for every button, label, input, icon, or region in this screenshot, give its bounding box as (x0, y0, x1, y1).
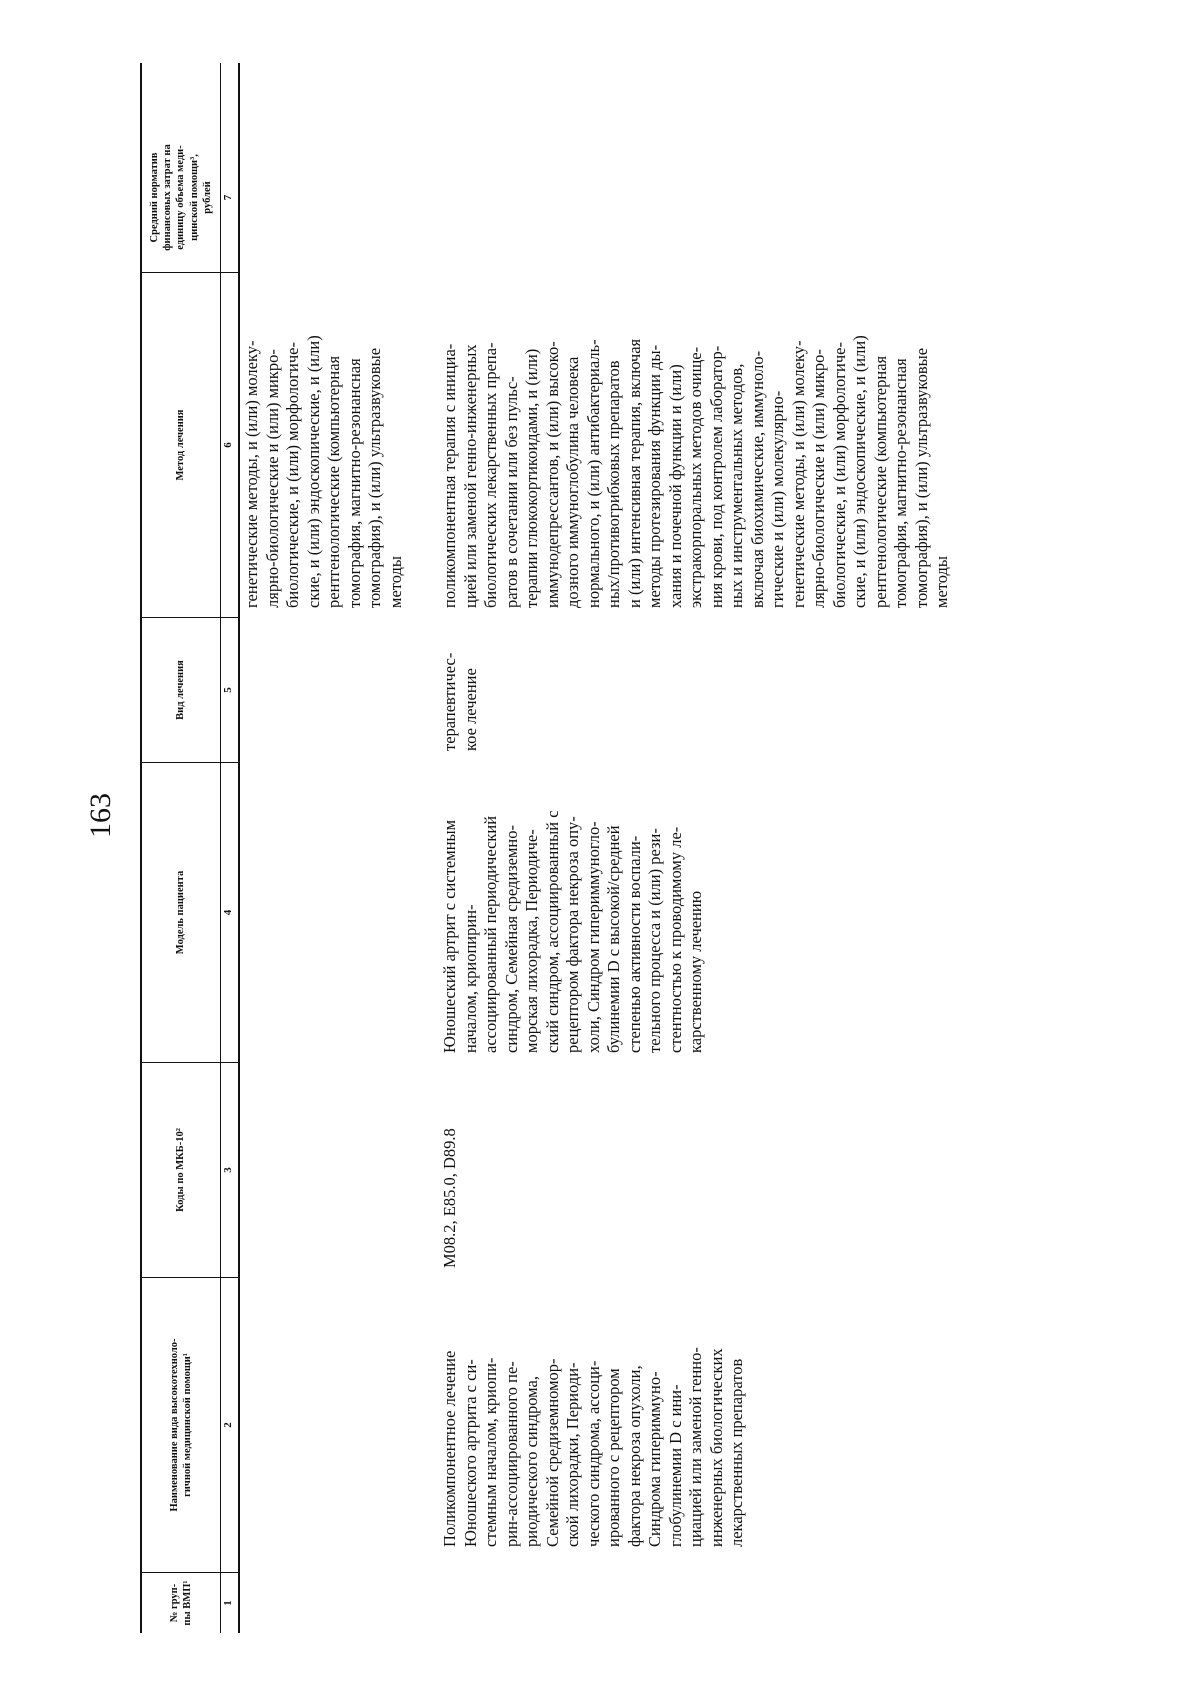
header-icd-codes: Коды по МКБ-10² (142, 1063, 220, 1278)
column-numbers-row (218, 63, 240, 1633)
header-treatment-type: Вид лечения (142, 618, 220, 763)
column-number: 7 (218, 123, 238, 273)
icd-codes-cell: M08.2, E85.0, D89.8 (440, 1128, 459, 1268)
rotated-table (140, 63, 1180, 1633)
table-header (140, 63, 221, 1633)
patient-model-cell: Юношеский артрит с системным началом, криопирин- ассоциированный периодический синдром, Семейная средиземно- морская лихорадка, Периодиче- ский синдром, ассоциированный с рецептором фактора некроза опу- холи, Синдром гипериммуногло- булинемии D с высокой/средней степенью активности воспали- тельного процесса и (или) рези- стентностью к проводимому ле- карственному лечению (440, 810, 705, 1053)
column-number: 3 (218, 1063, 238, 1278)
page-number: 163 (84, 793, 117, 838)
vmp-name-cell: Поликомпонентное лечение Юношеского артрита с си- стемным началом, криопи- рин-ассоциированного пе- риодического синдрома, Семейной средиземномор- ской лихорадки, Периоди- ческого синдрома, ассоци- ированного с рецептором фактора некроза опухоли, Синдрома гипериммуно- глобулинемии D с ини- циацией или заменой генно- инженерных биологических лекарственных препаратов (440, 1347, 746, 1547)
continued-treatment-method: генетические методы, и (или) молеку- лярно-биологические и (или) микро- биологические, и (или) морфологиче- ские, и (или) эндоскопические, и (или) рентгенологические (компьютерная томография, магнитно-резонансная томография), и (или) ультразвуковые методы (242, 335, 405, 608)
column-number: 6 (218, 273, 238, 618)
header-treatment-method: Метод лечения (142, 273, 220, 618)
treatment-type-cell: терапевтичес- кое лечение (440, 652, 480, 751)
header-group-number: № груп- пы ВМП¹ (168, 1580, 193, 1626)
column-number: 2 (218, 1278, 238, 1573)
treatment-method-cell: поликомпонентная терапия с инициа- цией или заменой генно-инженерных биологических лекарственных препа- ратов в сочетании или без пульс- терапии глюкокортикоидами, и (или) иммунодепрессантов, и (или) высоко- дозного иммуноглобулина человека нормального, и (или) антибактериаль- ных/противогрибковых препаратов и (или) интенсивная терапия, включая методы протезирования функции ды- хания и почечной функции и (или) экстракорпоральных методов очище- ния крови, под контролем лаборатор- ных и инструментальных методов, включая биохимические, иммуноло- гические и (или) молекулярно- генетические методы, и (или) молеку- лярно-биологические и (или) микро- биологические, и (или) морфологиче- ские, и (или) эндоскопические, и (или) рентгенологические (компьютерная томография, магнитно-резонансная томография), и (или) ультразвуковые методы (440, 335, 951, 608)
column-number: 5 (218, 618, 238, 763)
column-number: 1 (222, 1600, 234, 1606)
header-cost-standard: Средний норматив финансовых затрат на единицу объема меди- цинской помощи³, рублей (142, 123, 220, 273)
header-vmp-name: Наименование вида высокотехноло- гичной медицинской помощи¹ (142, 1278, 220, 1573)
column-number: 4 (218, 763, 238, 1063)
header-patient-model: Модель пациента (142, 763, 220, 1063)
